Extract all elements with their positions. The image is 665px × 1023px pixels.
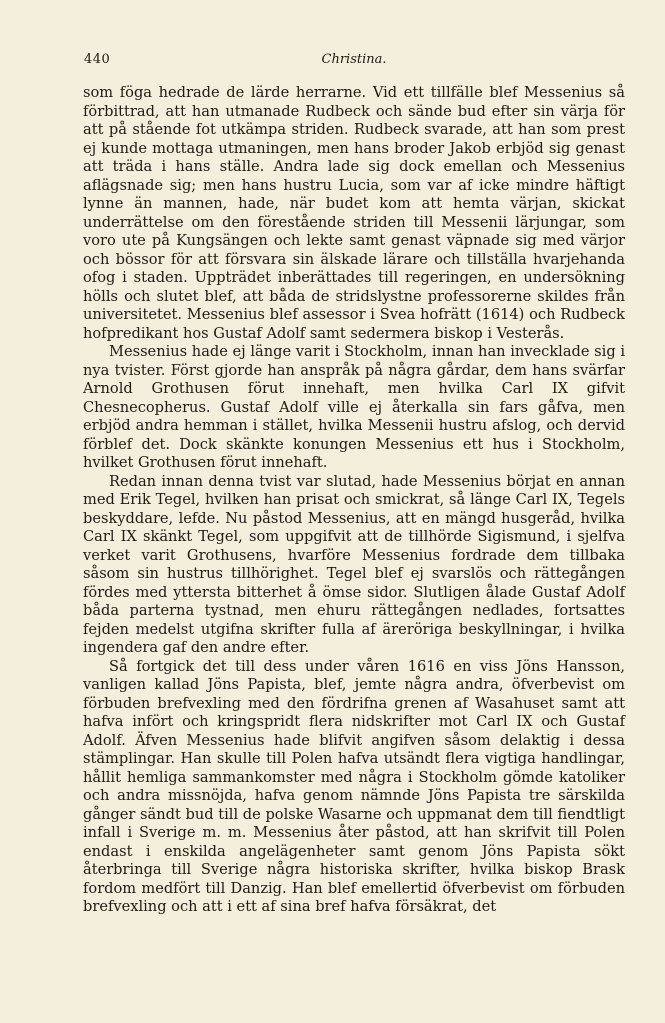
paragraph-4: Så fortgick det till dess under våren 1616 en viss Jöns Hansson, vanligen kallad Jöns Papista, blef, jemte några andra, öfverbevist om förbuden brefvexling med den fördrifna grenen af Wasahuset samt att hafva infört och kringspridt flera nidskrifter mot Carl IX och Gustaf Adolf. Äfven Messenius hade blifvit angifven såsom delaktig i dessa stämplingar. Han skulle till Polen hafva utsändt flera vigtiga handlingar, hållit hemliga sammankomster med några i Stockholm gömde katoliker och andra missnöjda, hafva genom nämnde Jöns Papista tre särskilda gånger sändt bud till de polske Wasarne och uppmanat dem till fiendtligt infall i Sverige m. m. Messenius åter påstod, att han skrifvit till Polen endast i enskilda angelägenheter samt genom Jöns Papista sökt återbringa till Sverige några historiska skrifter, hvilka biskop Brask fordom medfört till Danzig. Han blef emellertid öfverbevist om förbuden brefvexling och att i ett af sina bref hafva försäkrat, det	[83, 657, 625, 915]
paragraph-2: Messenius hade ej länge varit i Stockholm, innan han invecklade sig i nya tvister. Först gjorde han anspråk på några gårdar, dem hans svärfar Arnold Grothusen förut innehaft, men hvilka Carl IX gifvit Chesnecopherus. Gustaf Adolf ville ej återkalla sin fars gåfva, men erbjöd andra hemman i stället, hvilka Messenii hustru afslog, och dervid förblef det. Dock skänkte konungen Messenius ett hus i Stockholm, hvilket Grothusen förut innehaft.	[83, 343, 625, 471]
running-title: Christina.	[321, 52, 387, 67]
body-text	[83, 84, 625, 917]
paragraph-1: som föga hedrade de lärde herrarne. Vid ett tillfälle blef Messenius så förbittrad, att han utmanade Rudbeck och sände bud efter sin värja för att på stående fot utkämpa striden. Rudbeck svarade, att han som prest ej kunde mottaga utmaningen, men hans broder Jakob erbjöd sig genast att träda i hans ställe. Andra lade sig dock emellan och Messenius aflägsnade sig; men hans hustru Lucia, som var af icke mindre häftigt lynne än mannen, hade, när budet kom att hemta värjan, skickat underrättelse om den förestående striden till Messenii lärjungar, som voro ute på Kungsängen och lekte samt genast väpnade sig med värjor och bössor för att försvara sin älskade lärare och tillställa hvarjehanda ofog i staden. Uppträdet inberättades till regeringen, en undersökning hölls och slutet blef, att båda de stridslystne professorerne skildes från universitetet. Messenius blef assessor i Svea hofrätt (1614) och Rudbeck hofpredikant hos Gustaf Adolf samt sedermera biskop i Vesterås.	[83, 84, 625, 342]
page-number: 440	[84, 52, 111, 67]
paragraph-3: Redan innan denna tvist var slutad, hade Messenius börjat en annan med Erik Tegel, hvilken han prisat och smickrat, så länge Carl IX, Tegels beskyddare, lefde. Nu påstod Messenius, att en mängd husgeråd, hvilka Carl IX skänkt Tegel, som uppgifvit att de tillhörde Sigismund, i sjelfva verket varit Grothusens, hvarföre Messenius fordrade dem tillbaka såsom sin hustrus tillhörighet. Tegel blef ej svarslös och rättegången fördes med yttersta bitterhet å ömse sidor. Slutligen ålade Gustaf Adolf båda parterna tystnad, men ehuru rättegången nedlades, fortsattes fejden medelst utgifna skrifter fulla af ärerörigа beskyllningar, i hvilka ingendera gaf den andre efter.	[83, 472, 625, 656]
running-head	[84, 52, 624, 72]
